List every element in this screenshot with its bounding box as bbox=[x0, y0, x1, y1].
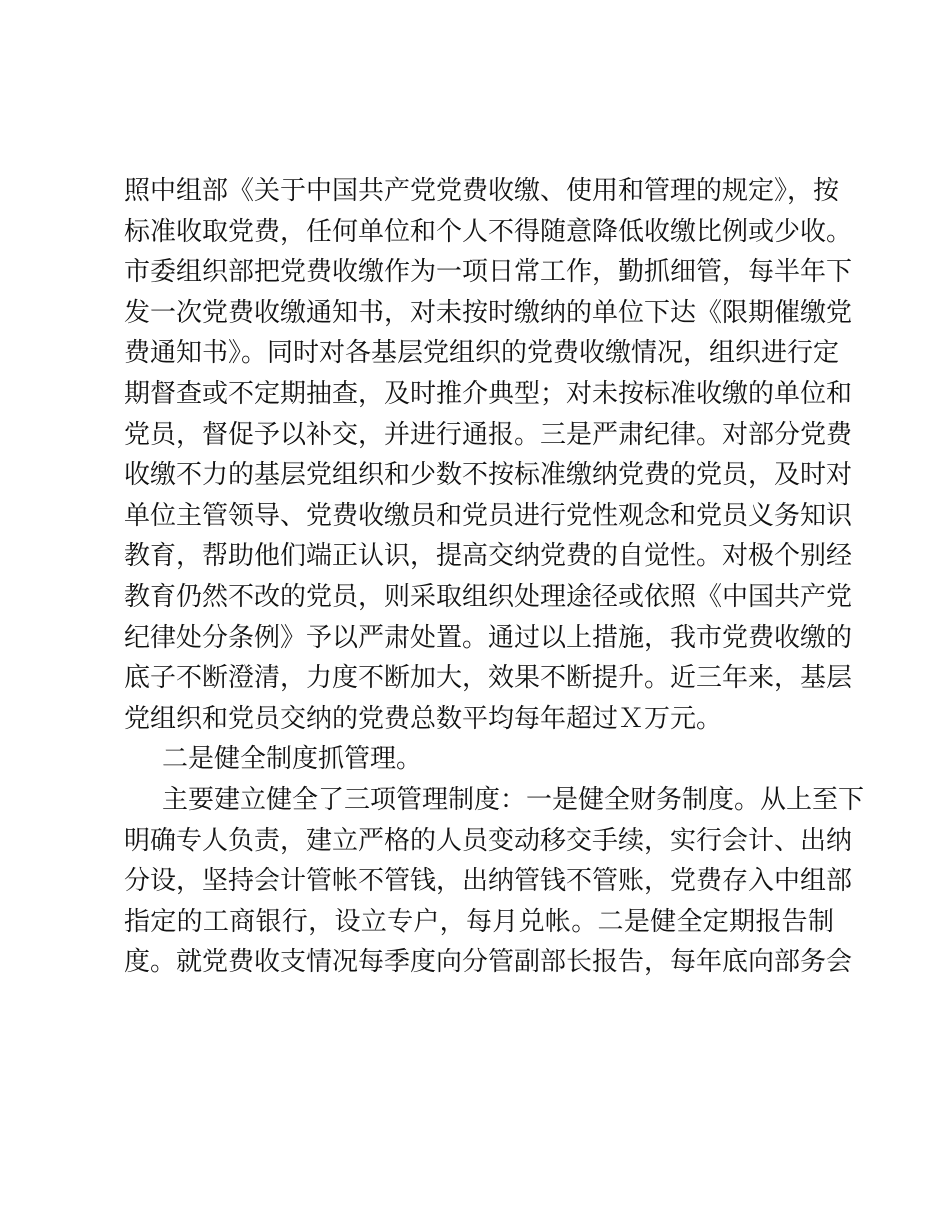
text-line: 指定的工商银行，设立专户，每月兑帐。二是健全定期报告制 bbox=[124, 906, 834, 937]
text-line: 教育仍然不改的党员，则采取组织处理途径或依照《中国共产党 bbox=[124, 581, 853, 612]
text-line: 纪律处分条例》予以严肃处置。通过以上措施，我市党费收缴的 bbox=[124, 622, 853, 653]
text-line: 市委组织部把党费收缴作为一项日常工作，勤抓细管，每半年下 bbox=[124, 257, 853, 288]
text-line: 标准收取党费，任何单位和个人不得随意降低收缴比例或少收。 bbox=[124, 216, 853, 247]
text-line: 教育，帮助他们端正认识，提高交纳党费的自觉性。对极个别经 bbox=[124, 541, 853, 572]
text-line: 党组织和党员交纳的党费总数平均每年超过Ｘ万元。 bbox=[124, 703, 723, 734]
body-text bbox=[124, 171, 865, 983]
text-line: 收缴不力的基层党组织和少数不按标准缴纳党费的党员，及时对 bbox=[124, 460, 853, 491]
text-line: 党员，督促予以补交，并进行通报。三是严肃纪律。对部分党费 bbox=[124, 419, 853, 450]
text-line: 分设，坚持会计管帐不管钱，出纳管钱不管账，党费存入中组部 bbox=[124, 866, 853, 897]
paragraph-first-line: 主要建立健全了三项管理制度：一是健全财务制度。从上至下 bbox=[162, 784, 865, 815]
text-line: 单位主管领导、党费收缴员和党员进行党性观念和党员义务知识 bbox=[124, 500, 853, 531]
text-line: 度。就党费收支情况每季度向分管副部长报告，每年底向部务会 bbox=[124, 947, 853, 978]
text-line: 照中组部《关于中国共产党党费收缴、使用和管理的规定》，按 bbox=[124, 176, 840, 206]
text-line: 底子不断澄清，力度不断加大，效果不断提升。近三年来，基层 bbox=[124, 663, 853, 694]
text-line: 明确专人负责，建立严格的人员变动移交手续，实行会计、出纳 bbox=[124, 825, 853, 856]
text-line: 期督查或不定期抽查，及时推介典型；对未按标准收缴的单位和 bbox=[124, 378, 853, 409]
section-heading: 二是健全制度抓管理。 bbox=[162, 744, 423, 775]
text-line: 费通知书》。同时对各基层党组织的党费收缴情况，组织进行定 bbox=[124, 338, 840, 369]
text-line: 发一次党费收缴通知书，对未按时缴纳的单位下达《限期催缴党 bbox=[124, 297, 853, 328]
